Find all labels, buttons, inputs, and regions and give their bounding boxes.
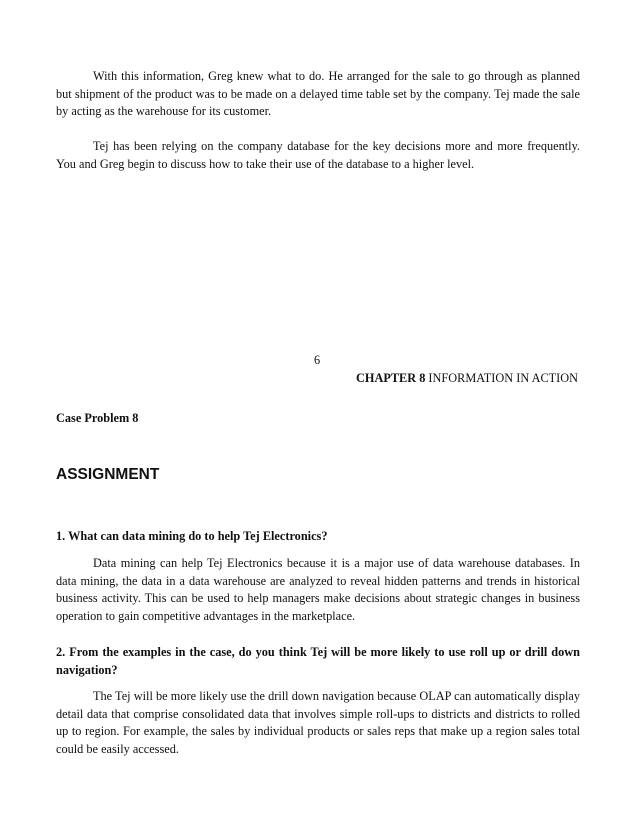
answer-1: Data mining can help Tej Electronics because it is a major use of data warehouse databases. In data mining, the data in a data warehouse are analyzed to reveal hidden patterns and trends in historical business activity. This can be used to help managers make decisions about strategic changes in business operation to gain competitive advantages in the marketplace. <box>56 556 580 623</box>
paragraph-database-reliance: Tej has been relying on the company database for the key decisions more and more frequently. You and Greg begin to discuss how to take their use of the database to a higher level. <box>56 139 580 171</box>
assignment-heading: ASSIGNMENT <box>56 466 160 483</box>
chapter-label: CHAPTER 8 <box>356 371 426 385</box>
case-problem-label: Case Problem 8 <box>56 411 139 425</box>
paragraph-greg-sale: With this information, Greg knew what to do. He arranged for the sale to go through as planned but shipment of the product was to be made on a delayed time table set by the company. Tej made the sale by acting as the warehouse for its customer. <box>56 69 580 119</box>
page-number: 6 <box>314 353 321 367</box>
question-2: 2. From the examples in the case, do you think Tej will be more likely to use roll up or drill down navigation? <box>56 645 580 677</box>
answer-2: The Tej will be more likely use the drill down navigation because OLAP can automatically display detail data that comprise consolidated data that involves simple roll-ups to districts and districts to rolled up to region. For example, the sales by individual products or sales reps that make up a region sales total could be easily accessed. <box>56 689 580 756</box>
chapter-title: INFORMATION IN ACTION <box>425 371 579 385</box>
chapter-header <box>356 370 578 388</box>
question-1: 1. What can data mining do to help Tej Electronics? <box>56 529 328 543</box>
